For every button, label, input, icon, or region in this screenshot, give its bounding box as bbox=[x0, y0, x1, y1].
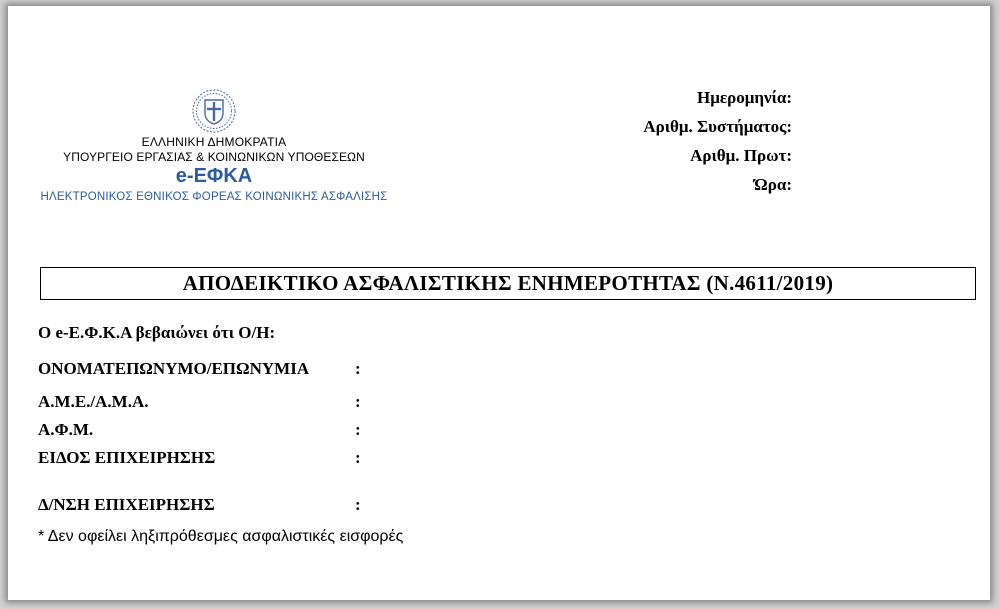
name-label: ΟΝΟΜΑΤΕΠΩΝΥΜΟ/ΕΠΩΝΥΜΙΑ bbox=[38, 359, 310, 378]
business-address-label: Δ/ΝΣΗ ΕΠΙΧΕΙΡΗΣΗΣ bbox=[38, 495, 215, 514]
agency-full-name: ΗΛΕΚΤΡΟΝΙΚΟΣ ΕΘΝΙΚΟΣ ΦΟΡΕΑΣ ΚΟΙΝΩΝΙΚΗΣ ΑΣΦΑΛΙΣΗΣ bbox=[40, 191, 388, 203]
afm-separator: : bbox=[355, 420, 361, 439]
system-number-label: Αριθμ. Συστήματος: bbox=[643, 117, 792, 136]
greek-coat-of-arms-icon bbox=[191, 88, 237, 134]
business-type-label: ΕΙΔΟΣ ΕΠΙΧΕΙΡΗΣΗΣ bbox=[38, 448, 216, 467]
intro-statement: Ο e-Ε.Φ.Κ.Α βεβαιώνει ότι Ο/Η: bbox=[38, 323, 276, 342]
footnote: * Δεν οφείλει ληξιπρόθεσμες ασφαλιστικές εισφορές bbox=[38, 528, 404, 545]
protocol-number-label: Αριθμ. Πρωτ: bbox=[690, 146, 792, 165]
date-label: Ημερομηνία: bbox=[696, 88, 792, 107]
name-separator: : bbox=[355, 359, 361, 378]
efka-logo: e-ΕΦΚΑ bbox=[175, 165, 253, 187]
business-address-separator: : bbox=[355, 495, 361, 514]
document-title-text: ΑΠΟΔΕΙΚΤΙΚΟ ΑΣΦΑΛΙΣΤΙΚΗΣ ΕΝΗΜΕΡΟΤΗΤΑΣ (Ν.4611/2019) bbox=[182, 271, 834, 295]
afm-label: Α.Φ.Μ. bbox=[38, 420, 94, 439]
ministry-name: ΥΠΟΥΡΓΕΙΟ ΕΡΓΑΣΙΑΣ & ΚΟΙΝΩΝΙΚΩΝ ΥΠΟΘΕΣΕΩΝ bbox=[63, 150, 365, 164]
ame-separator: : bbox=[355, 392, 361, 411]
document-title bbox=[40, 267, 976, 300]
business-type-separator: : bbox=[355, 448, 361, 467]
time-label: Ώρα: bbox=[754, 175, 792, 194]
document-page bbox=[8, 6, 990, 600]
country-name: ΕΛΛΗΝΙΚΗ ΔΗΜΟΚΡΑΤΙΑ bbox=[141, 135, 287, 149]
ame-label: Α.Μ.Ε./Α.Μ.Α. bbox=[38, 392, 149, 411]
